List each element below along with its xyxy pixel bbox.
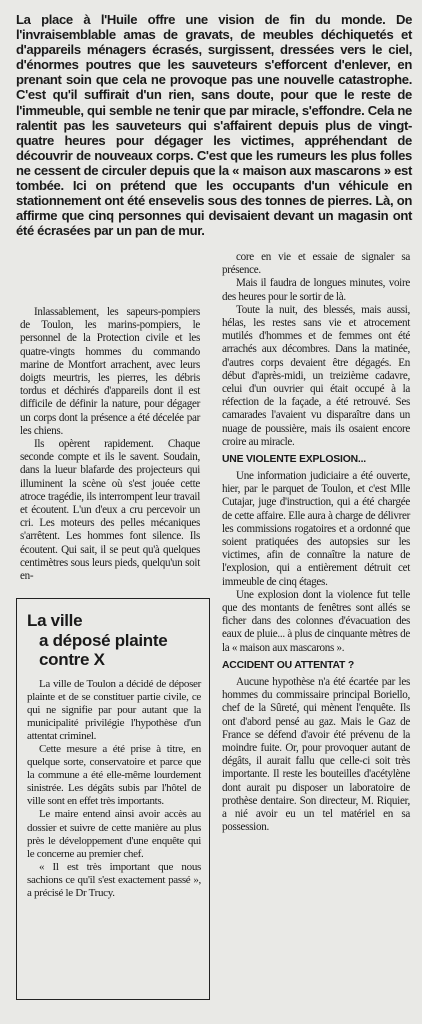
- article-paragraph: Aucune hypothèse n'a été écartée par les hommes du commissaire principal Boriello, chef de la Sûreté, qui mènent l'enquête. Ils ont d'abord pensé au gaz. Mais le Gaz de France se défend d'avoir été prévenu de la moindre fuite. Or, pour provoquer autant de dégâts, il aurait fallu que celle-ci soit très importante. Il reste les bouteilles d'acétylène dont aurait pu disposer un laboratoire de prothèse dentaire. Son directeur, M. Riquier, a nié avoir eu un tel matériel en sa possession.: [222, 675, 410, 834]
- section-subhead: UNE VIOLENTE EXPLOSION...: [222, 454, 366, 466]
- article-paragraph: Ils opèrent rapidement. Chaque seconde compte et ils le savent. Soudain, dans la lueur blafarde des projecteurs qui illuminent la scène où s'est jouée cette atroce tragédie, ils interrompent leur travail et écoutent. L'un d'eux a cru percevoir un cri. Les moteurs des pelles mécaniques s'arrêtent. Les hommes font silence. Ils écoutent. Qui sait, il se peut qu'à quelques centimètres sous leurs pieds, quelqu'un soit en-: [20, 438, 200, 583]
- article-paragraph: Toute la nuit, des blessés, mais aussi, hélas, les restes sans vie et atrocement mutilés d'hommes et de femmes ont été arrachés aux décombres. Dans la matinée, d'autres corps devaient être dégagés. En début d'après-midi, un treizième cadavre, celui d'un ouvrier qui était occupé à la réfection de la façade, a été retrouvé. Ses camarades l'avaient vu disparaître dans un nuage de poussière, mais ils osaient encore croire au miracle.: [222, 303, 410, 448]
- article-paragraph: core en vie et essaie de signaler sa présence.: [222, 251, 410, 277]
- sidebar-paragraph: « Il est très important que nous sachions ce qu'il s'est exactement passé », a précisé le Dr Trucy.: [27, 860, 201, 899]
- sidebar-title-line: contre X: [39, 650, 105, 669]
- article-left-column: [20, 306, 200, 583]
- sidebar-paragraph: Cette mesure a été prise à titre, en quelque sorte, conservatoire et parce que la commune a été elle-même lourdement sinistrée. Les dégâts subis par l'hôtel de ville sont en effet très importants.: [27, 742, 201, 808]
- sidebar-body: [27, 678, 201, 901]
- article-paragraph: Une information judiciaire a été ouverte, hier, par le parquet de Toulon, et c'est Mlle Cutajar, juge d'instruction, qui a été chargée de cette affaire. Elle aura à charge de délivrer les commissions rogatoires et a ordonné que soient pratiquées des autopsies sur les victimes, afin de connaître la nature de l'explosion, qui a entièrement détruit cet immeuble de cinq étages.: [222, 470, 410, 588]
- sidebar-title-line: a déposé plainte: [39, 630, 168, 650]
- sidebar-box: [16, 598, 210, 1000]
- article-paragraph: Une explosion dont la violence fut telle que des montants de fenêtres sont allés se ficher dans des colonnes d'évacuation des eaux de pluie... à plus de cinquante mètres de la « maison aux mascarons ».: [222, 588, 410, 654]
- sidebar-paragraph: La ville de Toulon a décidé de déposer plainte et de se constituer partie civile, ce qui ne signifie par pour autant que la municipalité privilégie l'hypothèse d'un attentat criminel.: [27, 677, 201, 742]
- article-paragraph: Inlassablement, les sapeurs-pompiers de Toulon, les marins-pompiers, le personnel de la Protection civile et les quatre-vingts hommes du commando marine de Montfort arrachent, avec leurs doigts meurtris, les pierres, les débris tordus et déchirés d'appareils dont il est difficile de définir la nature, pour dégager un corps dont la présence a été décelée par les chiens.: [20, 306, 200, 437]
- sidebar-paragraph: Le maire entend ainsi avoir accès au dossier et suivre de cette manière au plus près le développement d'une enquête qui le concerne au premier chef.: [27, 808, 201, 860]
- article-lead: La place à l'Huile offre une vision de fin du monde. De l'invraisemblable amas de gravats, de meubles déchiquetés et d'appareils ménagers écrasés, surgissent, dressées vers le ciel, d'énormes poutres que les sauveteurs s'efforcent d'enlever, en prenant soin que cela ne provoque pas une nouvelle catastrophe. C'est qu'il suffirait d'un rien, sans doute, pour que le reste de l'immeuble, qui semble ne tenir que par miracle, s'effondre. Cela ne ralentit pas les sauveteurs qui s'affairent depuis plus de vingt-quatre heures pour dégager les victimes, appréhendant de découvrir de nouveaux corps. C'est que les rumeurs les plus folles ne cessent de circuler depuis que la « maison aux mascarons » est tombée. Ici on prétend que les occupants d'un véhicule en stationnement ont été ensevelis sous des tonnes de pierres. Là, on affirme que cinq personnes qui devisaient devant un magasin ont été écrasées par un pan de mur.: [16, 12, 412, 239]
- article-right-column: [222, 251, 410, 834]
- article-paragraph: Mais il faudra de longues minutes, voire des heures pour le sortir de là.: [222, 277, 410, 303]
- sidebar-title-line: La ville: [27, 611, 83, 630]
- section-subhead: ACCIDENT OU ATTENTAT ?: [222, 659, 355, 671]
- sidebar-title: [27, 611, 201, 670]
